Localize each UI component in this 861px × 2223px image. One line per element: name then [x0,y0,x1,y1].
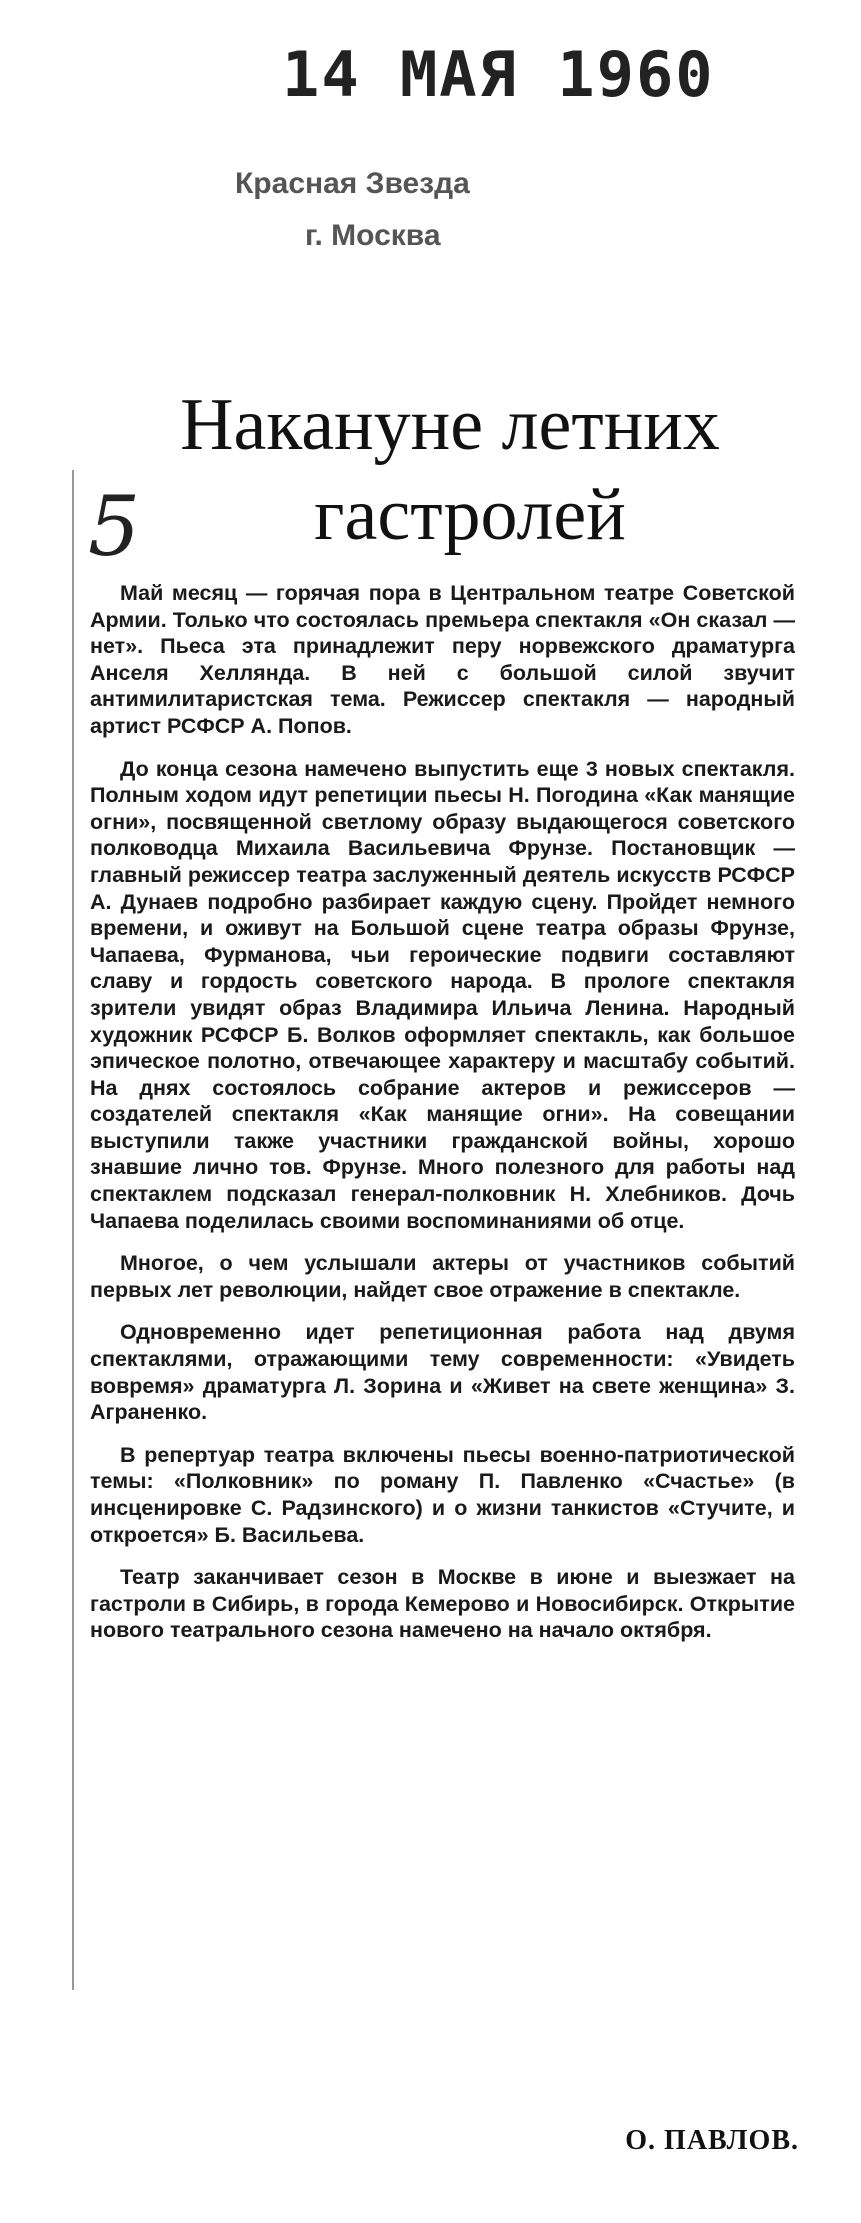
paragraph: В репертуар театра включены пьесы военно-патриотической темы: «Полковник» по роману П. Павленко «Счастье» (в инсценировке С. Радзинского) и о жизни танкистов «Стучите, и откроется» Б. Васильева. [90,1442,795,1547]
paragraph: До конца сезона намечено выпустить еще 3 новых спектакля. Полным ходом идут репетиции пьесы Н. Погодина «Как манящие огни», посвященной светлому образу выдающегося советского полководца Михаила Васильевича Фрунзе. Постановщик — главный режиссер театра заслуженный деятель искусств РСФСР А. Дунаев подробно разбирает каждую сцену. Пройдет немного времени, и оживут на Большой сцене театра образы Фрунзе, Чапаева, Фурманова, чьи героические подвиги составляют славу и гордость советского народа. В прологе спектакля зрители увидят образ Владимира Ильича Ленина. Народный художник РСФСР Б. Волков оформляет спектакль, как большое эпическое полотно, отвечающее характеру и масштабу событий. На днях состоялось собрание актеров и режиссеров — создателей спектакля «Как манящие огни». На совещании выступили также участники гражданской войны, хорошо знавшие лично тов. Фрунзе. Много полезного для работы над спектаклем подсказал генерал-полковник Н. Хлебников. Дочь Чапаева поделилась своими воспоминаниями об отце. [90,756,795,1233]
source-city: г. Москва [305,219,441,252]
source-stamp [235,158,595,262]
column-rule [72,470,74,1990]
headline-line-2: гастролей [314,474,626,556]
paragraph: Театр заканчивает сезон в Москве в июне и выезжает на гастроли в Сибирь, в города Кемерово и Новосибирск. Открытие нового театрального сезона намечено на начало октября. [90,1565,795,1643]
article-body [90,580,795,1660]
source-newspaper: Красная Звезда [235,167,470,200]
paragraph: Май месяц — горячая пора в Центральном театре Советской Армии. Только что состоялась премьера спектакля «Он сказал — нет». Пьеса эта принадлежит перу норвежского драматурга Анселя Хелляндa. В ней с большой силой звучит антимилитаристская тема. Режиссер спектакля — народный артист РСФСР А. Попов. [90,581,795,738]
headline-line-1: Накануне летних [180,384,720,466]
author-signature: О. ПАВЛОВ. [625,2125,799,2156]
handwritten-margin-mark: 5 [88,480,141,575]
paragraph: Многое, о чем услышали актеры от участников событий первых лет революции, найдет свое отражение в спектакле. [90,1251,795,1302]
article-headline [80,380,820,560]
paragraph: Одновременно идет репетиционная работа над двумя спектаклями, отражающими тему современности: «Увидеть вовремя» драматурга Л. Зорина и «Живет на свете женщина» З. Аграненко. [90,1320,795,1425]
date-stamp: 14 МАЯ 1960 [282,38,715,111]
